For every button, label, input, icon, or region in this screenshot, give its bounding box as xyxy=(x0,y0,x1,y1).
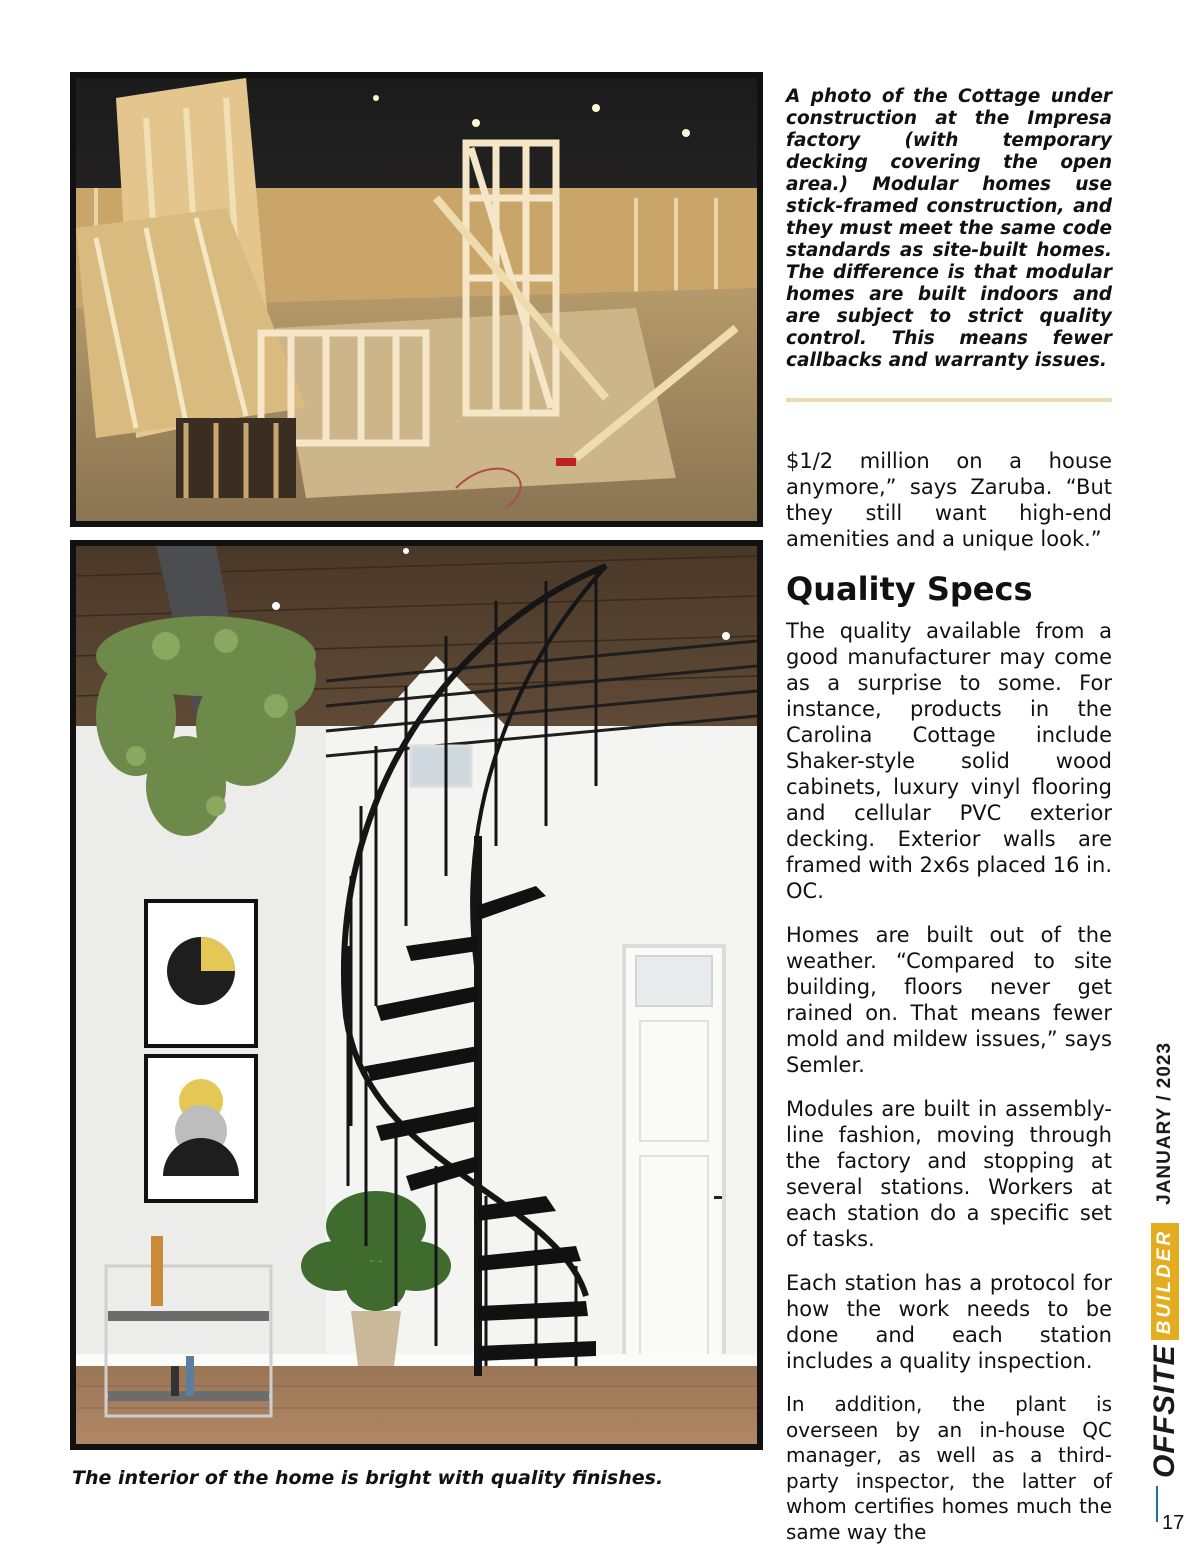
article-paragraph: In addition, the plant is overseen by an in-house QC manager, as well as a third-party inspector, the latter of whom certifies homes much the same way the xyxy=(786,1392,1112,1544)
page-number: 17 xyxy=(1162,1512,1185,1534)
factory-construction-image xyxy=(76,78,757,521)
article-paragraph: Each station has a protocol for how the work needs to be done and each station includes a quality inspection. xyxy=(786,1271,1112,1373)
caption-divider xyxy=(786,398,1112,402)
magazine-spine xyxy=(1148,1042,1182,1478)
factory-photo-caption: A photo of the Cottage under construction at the Impresa factory (with temporary decking covering the open area.) Modular homes use stick-framed construction, and they must meet the same code standards as site-built homes. The difference is that modular homes are built indoors and are subject to strict quality control. This means fewer callbacks and warranty issues. xyxy=(786,86,1112,371)
interior-staircase-image xyxy=(76,546,757,1444)
article-paragraph: Homes are built out of the weather. “Compared to site building, floors never get rained on. That means fewer mold and mildew issues,” says Semler. xyxy=(786,923,1112,1077)
section-heading: Quality Specs xyxy=(786,570,1033,608)
article-paragraph: $1/2 million on a house anymore,” says Zaruba. “But they still want high-end amenities and a unique look.” xyxy=(786,449,1112,551)
interior-photo-caption: The interior of the home is bright with quality finishes. xyxy=(72,1467,664,1489)
article-paragraph: The quality available from a good manufacturer may come as a surprise to some. For instance, products in the Carolina Cottage include Shaker-style solid wood cabinets, luxury vinyl flooring and cellular PVC exterior decking. Exterior walls are framed with 2x6s placed 16 in. OC. xyxy=(786,619,1112,903)
brand-name: OFFSITE xyxy=(1148,1344,1181,1478)
folio-divider xyxy=(1156,1486,1158,1522)
interior-staircase-photo xyxy=(70,540,763,1450)
issue-date: JANUARY / 2023 xyxy=(1154,1041,1175,1205)
article-body xyxy=(786,448,1112,1563)
factory-construction-photo xyxy=(70,72,763,527)
brand-subname: BUILDER xyxy=(1151,1223,1179,1340)
article-paragraph: Modules are built in assembly-line fashion, moving through the factory and stopping at several stations. Workers at each station do a specific set of tasks. xyxy=(786,1097,1112,1251)
